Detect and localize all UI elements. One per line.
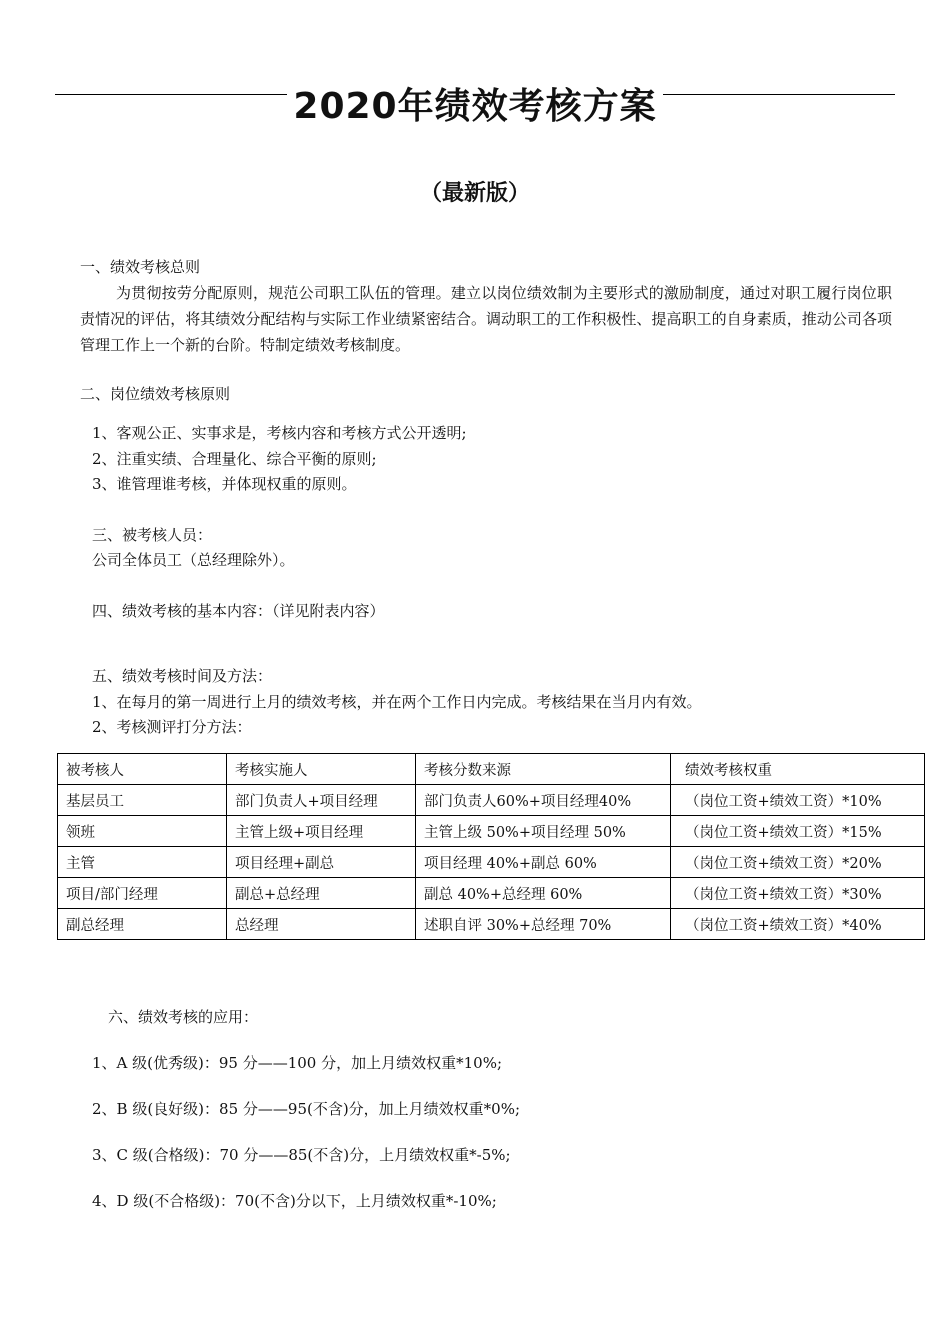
table-cell: （岗位工资+绩效工资）*30% <box>671 878 925 909</box>
scoring-table <box>57 753 925 940</box>
table-row <box>58 909 925 940</box>
table-cell: 主管 <box>58 847 227 878</box>
section-5-item: 1、在每月的第一周进行上月的绩效考核，并在两个工作日内完成。考核结果在当月内有效。 <box>92 693 702 711</box>
table-cell: （岗位工资+绩效工资）*20% <box>671 847 925 878</box>
section-2-item: 1、客观公正、实事求是，考核内容和考核方式公开透明; <box>92 424 467 442</box>
section-1-body: 为贯彻按劳分配原则，规范公司职工队伍的管理。建立以岗位绩效制为主要形式的激励制度，通过对职工履行岗位职责情况的评估，将其绩效分配结构与实际工作业绩紧密结合。调动职工的工作积极性、提高职工的自身素质，推动公司各项管理工作上一个新的台阶。特制定绩效考核制度。 <box>80 284 892 354</box>
table-header-cell: 绩效考核权重 <box>671 754 925 785</box>
table-cell: 副总经理 <box>58 909 227 940</box>
table-cell: （岗位工资+绩效工资）*40% <box>671 909 925 940</box>
section-3-heading: 三、被考核人员： <box>92 526 213 544</box>
table-cell: 总经理 <box>227 909 416 940</box>
table-row <box>58 816 925 847</box>
section-2-item: 2、注重实绩、合理量化、综合平衡的原则; <box>92 450 377 468</box>
section-5-item: 2、考核测评打分方法： <box>92 718 252 736</box>
section-6-item: 3、C 级(合格级)：70 分——85(不含)分，上月绩效权重*-5%; <box>92 1146 511 1164</box>
section-6-heading: 六、绩效考核的应用： <box>108 1008 259 1026</box>
page-subtitle: （最新版） <box>419 181 530 206</box>
table-cell: 项目经理+副总 <box>227 847 416 878</box>
table-header-cell: 考核实施人 <box>227 754 416 785</box>
table-row <box>58 847 925 878</box>
section-6-item: 1、A 级(优秀级)：95 分——100 分，加上月绩效权重*10%; <box>92 1054 502 1072</box>
section-2-heading: 二、岗位绩效考核原则 <box>80 385 231 403</box>
table-cell: 部门负责人60%+项目经理40% <box>416 785 671 816</box>
table-cell: 副总+总经理 <box>227 878 416 909</box>
table-cell: （岗位工资+绩效工资）*10% <box>671 785 925 816</box>
section-5-heading: 五、绩效考核时间及方法： <box>92 667 273 685</box>
section-1-heading: 一、绩效考核总则 <box>80 258 201 276</box>
table-cell: 述职自评 30%+总经理 70% <box>416 909 671 940</box>
table-cell: 项目经理 40%+副总 60% <box>416 847 671 878</box>
table-cell: 领班 <box>58 816 227 847</box>
section-6-item: 4、D 级(不合格级)：70(不含)分以下，上月绩效权重*-10%; <box>92 1192 497 1210</box>
section-2-item: 3、谁管理谁考核，并体现权重的原则。 <box>92 475 357 493</box>
section-3-body: 公司全体员工（总经理除外）。 <box>92 551 295 569</box>
table-row <box>58 878 925 909</box>
table-cell: 副总 40%+总经理 60% <box>416 878 671 909</box>
table-cell: 主管上级+项目经理 <box>227 816 416 847</box>
table-header-cell: 被考核人 <box>58 754 227 785</box>
table-cell: 基层员工 <box>58 785 227 816</box>
table-cell: 主管上级 50%+项目经理 50% <box>416 816 671 847</box>
table-cell: （岗位工资+绩效工资）*15% <box>671 816 925 847</box>
table-cell: 部门负责人+项目经理 <box>227 785 416 816</box>
section-4-heading: 四、绩效考核的基本内容：（详见附表内容） <box>92 602 385 620</box>
section-6-item: 2、B 级(良好级)：85 分——95(不含)分，加上月绩效权重*0%; <box>92 1100 521 1118</box>
page-title-text: 2020年绩效考核方案 <box>287 86 662 127</box>
table-header-row <box>58 754 925 785</box>
page-title <box>0 78 950 129</box>
table-row <box>58 785 925 816</box>
table-cell: 项目/部门经理 <box>58 878 227 909</box>
table-header-cell: 考核分数来源 <box>416 754 671 785</box>
